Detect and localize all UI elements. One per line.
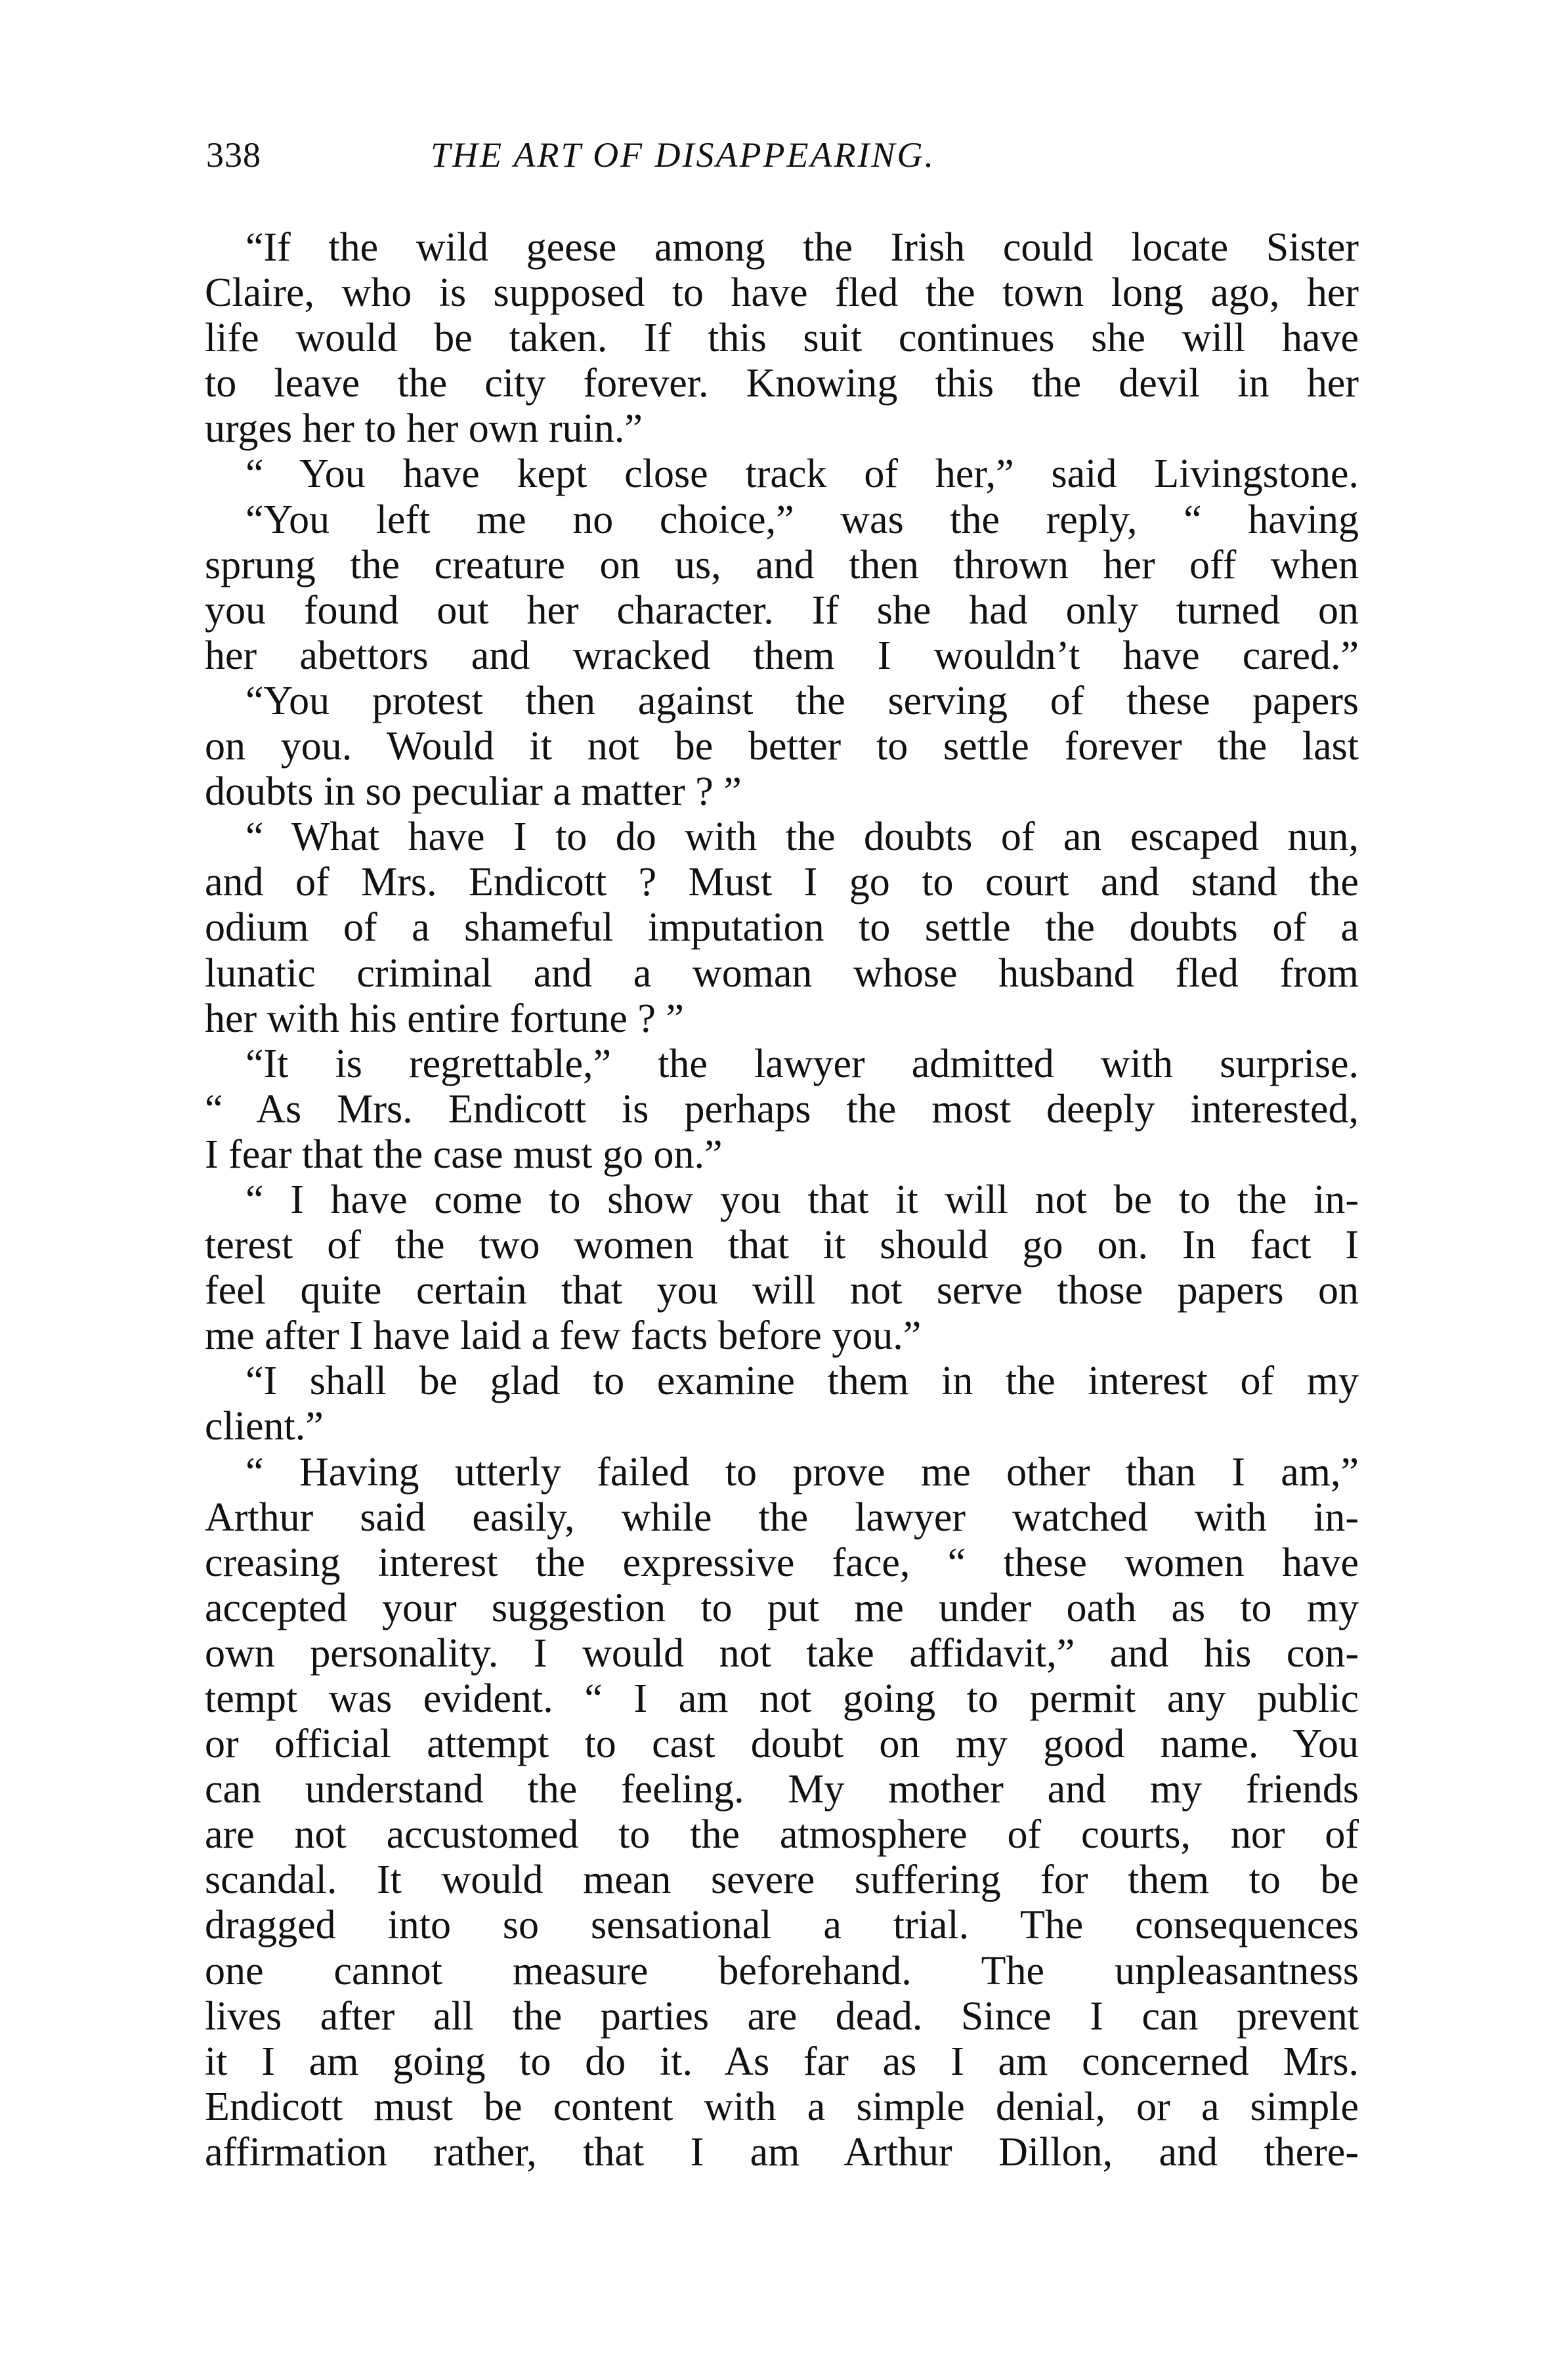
text-line: to leave the city forever. Knowing this the devil in her [205,361,1359,406]
text-line: one cannot measure beforehand. The unpleasantness [205,1948,1359,1993]
text-line: on you. Would it not be better to settle forever the last [205,724,1359,769]
text-line: or official attempt to cast doubt on my good name. You [205,1722,1359,1767]
text-line: affirmation rather, that I am Arthur Dillon, and there- [205,2129,1359,2175]
text-line: “It is regrettable,” the lawyer admitted with surprise. [245,1041,1359,1086]
text-line: tempt was evident. “ I am not going to permit any public [205,1676,1359,1721]
text-line: “ Having utterly failed to prove me other than I am,” [245,1449,1359,1495]
text-line: it I am going to do it. As far as I am concerned Mrs. [205,2039,1359,2084]
body-text [205,225,1359,2175]
page-number: 338 [206,135,261,175]
text-line: urges her to her own ruin.” [205,406,643,452]
text-line: “I shall be glad to examine them in the interest of my [245,1359,1359,1404]
text-line: sprung the creature on us, and then thrown her off when [205,542,1359,587]
text-line: I fear that the case must go on.” [205,1132,723,1177]
text-line: lunatic criminal and a woman whose husband fled from [205,950,1359,996]
text-line: “ What have I to do with the doubts of an escaped nun, [245,815,1359,860]
text-line: life would be taken. If this suit continues she will have [205,316,1359,361]
text-line: accepted your suggestion to put me under oath as to my [205,1585,1359,1630]
text-line: Arthur said easily, while the lawyer watched with in- [205,1495,1359,1540]
text-line: own personality. I would not take affidavit,” and his con- [205,1630,1359,1676]
text-line: are not accustomed to the atmosphere of courts, nor of [205,1812,1359,1858]
text-line: me after I have laid a few facts before you.” [205,1313,922,1359]
text-line: you found out her character. If she had only turned on [205,587,1359,633]
text-line: odium of a shameful imputation to settle the doubts of a [205,905,1359,950]
text-line: and of Mrs. Endicott ? Must I go to court and stand the [205,860,1359,905]
running-head [206,129,1359,181]
text-line: scandal. It would mean severe suffering for them to be [205,1858,1359,1903]
text-line: can understand the feeling. My mother and my friends [205,1767,1359,1812]
running-title: THE ART OF DISAPPEARING. [431,135,935,175]
text-line: creasing interest the expressive face, “ these women have [205,1540,1359,1585]
text-line: “ I have come to show you that it will not be to the in- [245,1177,1359,1222]
text-line: lives after all the parties are dead. Since I can prevent [205,1993,1359,2039]
text-line: “You protest then against the serving of these papers [245,678,1359,723]
text-line: feel quite certain that you will not serve those papers on [205,1268,1359,1313]
text-line: her abettors and wracked them I wouldn’t have cared.” [205,633,1359,678]
text-line: “ As Mrs. Endicott is perhaps the most deeply interested, [205,1086,1359,1132]
text-line: terest of the two women that it should go on. In fact I [205,1223,1359,1268]
text-line: doubts in so peculiar a matter ? ” [205,769,742,815]
text-line: “You left me no choice,” was the reply, “ having [245,497,1359,542]
text-line: dragged into so sensational a trial. The consequences [205,1903,1359,1948]
text-line: client.” [205,1404,324,1449]
text-line: her with his entire fortune ? ” [205,996,684,1041]
text-line: “ You have kept close track of her,” said Livingstone. [245,452,1359,497]
text-line: Endicott must be content with a simple denial, or a simple [205,2084,1359,2129]
text-line: Claire, who is supposed to have fled the town long ago, her [205,270,1359,316]
text-line: “If the wild geese among the Irish could locate Sister [245,225,1359,270]
